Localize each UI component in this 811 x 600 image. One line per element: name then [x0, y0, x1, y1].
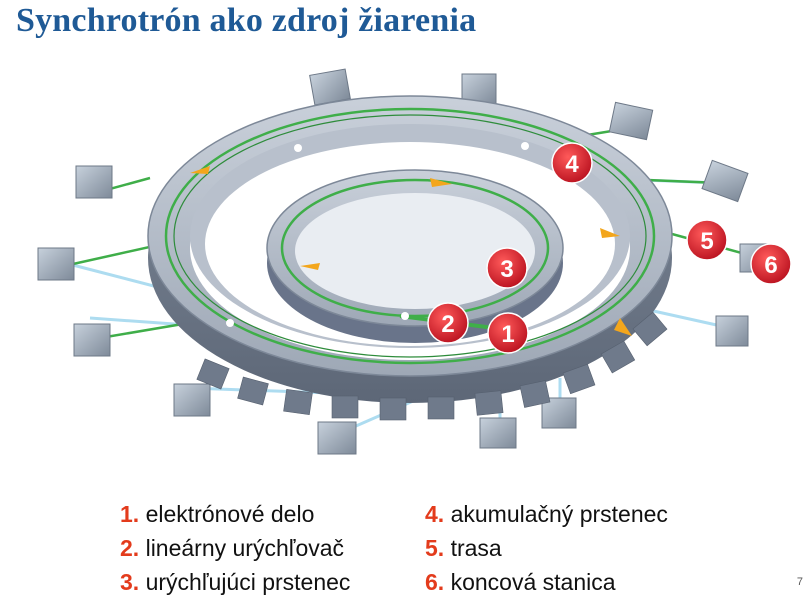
marker-1-label: 1 [501, 321, 515, 348]
marker-2 [428, 303, 468, 343]
legend-text: urýchľujúci prstenec [145, 569, 351, 595]
legend-number: 5. [425, 535, 445, 561]
legend-text: trasa [450, 535, 502, 561]
marker-6-label: 6 [764, 252, 778, 279]
synchrotron-diagram [0, 58, 811, 493]
marker-4 [552, 143, 592, 183]
legend-item-end-station [425, 565, 668, 599]
marker-3 [487, 248, 527, 288]
marker-6 [751, 244, 791, 284]
marker-5 [687, 220, 727, 260]
legend-item-beamline [425, 531, 668, 565]
marker-3-label: 3 [500, 256, 514, 283]
legend-item-booster [120, 565, 350, 599]
legend-number: 1. [120, 501, 140, 527]
legend-right-column [425, 497, 668, 599]
legend-number: 3. [120, 569, 140, 595]
legend-text: elektrónové delo [145, 501, 315, 527]
legend-text: koncová stanica [450, 569, 616, 595]
page-number: 7 [796, 576, 803, 588]
legend-number: 4. [425, 501, 445, 527]
legend-item-linac [120, 531, 350, 565]
legend-number: 6. [425, 569, 445, 595]
legend-number: 2. [120, 535, 140, 561]
marker-4-label: 4 [565, 151, 579, 178]
marker-1 [488, 313, 528, 353]
slide-title: Synchrotrón ako zdroj žiarenia [16, 2, 477, 39]
legend-text: lineárny urýchľovač [145, 535, 345, 561]
marker-2-label: 2 [441, 311, 455, 338]
marker-5-label: 5 [700, 228, 714, 255]
legend-text: akumulačný prstenec [450, 501, 668, 527]
legend-item-storage-ring [425, 497, 668, 531]
legend-item-electron-gun [120, 497, 350, 531]
legend-left-column [120, 497, 350, 599]
